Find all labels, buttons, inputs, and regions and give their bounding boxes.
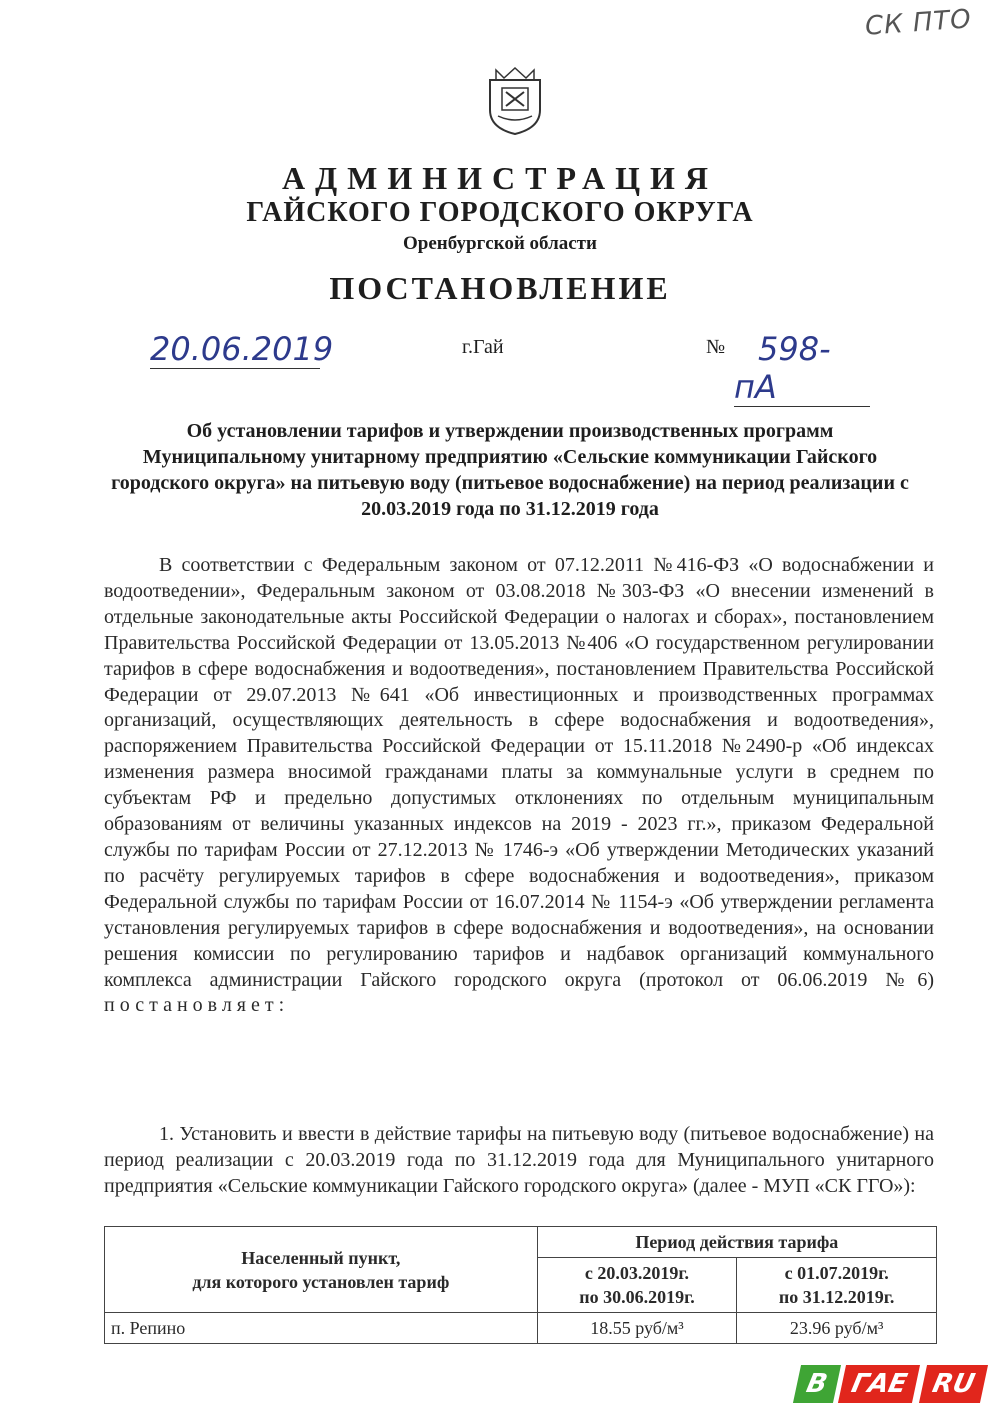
column-header-place-line2: для которого установлен тариф bbox=[192, 1271, 450, 1292]
organization-district: ГАЙСКОГО ГОРОДСКОГО ОКРУГА bbox=[246, 197, 754, 228]
column-header-period-1 bbox=[537, 1258, 737, 1313]
period-2-end: по 31.12.2019г. bbox=[778, 1287, 895, 1307]
watermark-part-3: RU bbox=[919, 1365, 988, 1403]
coat-of-arms-emblem bbox=[484, 66, 546, 136]
column-header-period-2 bbox=[737, 1258, 937, 1313]
preamble-paragraph bbox=[104, 553, 934, 1019]
organization-name: АДМИНИСТРАЦИЯ bbox=[282, 160, 718, 196]
resolution-word: постановляет: bbox=[104, 994, 290, 1017]
number-sign: № bbox=[706, 336, 726, 358]
watermark-part-1: В bbox=[793, 1365, 841, 1403]
handwritten-note: СК ПТО bbox=[864, 4, 973, 42]
document-title: Об установлении тарифов и утверждении производственных программ Муниципальному унитарному предприятию «Сельские коммуникации Гайского городского округа» на питьевую воду (питьевое водоснабжение) на период реализации с 20.03.2019 года по 31.12.2019 года bbox=[111, 420, 909, 520]
region-name: Оренбургской области bbox=[403, 233, 597, 254]
watermark-part-2: ГАЕ bbox=[838, 1365, 921, 1403]
tariff-table bbox=[104, 1226, 937, 1344]
handwritten-date: 20.06.2019 bbox=[150, 330, 334, 368]
table-row bbox=[105, 1313, 937, 1344]
settlement-name: п. Репино bbox=[105, 1313, 538, 1344]
period-2-start: с 01.07.2019г. bbox=[784, 1263, 889, 1283]
column-header-place bbox=[105, 1227, 538, 1313]
column-header-period: Период действия тарифа bbox=[537, 1227, 936, 1258]
clause-1: 1. Установить и ввести в действие тарифы на питьевую воду (питьевое водоснабжение) на период реализации с 20.03.2019 года по 31.12.2019 года для Муниципального унитарного предприятия «Сельские коммуникации Гайского городского округа» (далее - МУП «СК ГГО»): bbox=[104, 1123, 934, 1197]
preamble-text: В соответствии с Федеральным законом от 07.12.2011 №416-ФЗ «О водоснабжении и водоотведении», Федеральным законом от 03.08.2018 №303-ФЗ «О внесении изменений в отдельные законодательные акты Российской Федерации о налогах и сборах», постановлением Правительства Российской Федерации от 13.05.2013 №406 «О государственном регулировании тарифов в сфере водоснабжения и водоотведения», постановлением Правительства Российской Федерации от 29.07.2013 №641 «Об инвестиционных и производственных программах организаций, осуществляющих деятельность в сфере водоснабжения и водоотведения», распоряжением Правительства Российской Федерации от 15.11.2018 №2490-р «Об индексах изменения размера вносимой гражданами платы за коммунальные услуги в среднем по субъектам РФ и предельно допустимых отклонениях по отдельным муниципальным образованиям от величины указанных индексов на 2019 - 2023 гг.», приказом Федеральной службы по тарифам России от 27.12.2013 № 1746-э «Об утверждении Методических указаний по расчёту регулируемых тарифов в сфере водоснабжения и водоотведения», приказом Федеральной службы по тарифам России от 16.07.2014 № 1154-э «Об утверждении регламента установления регулируемых тарифов в сфере водоснабжения и водоотведения», на основании решения комиссии по регулированию тарифов и надбавок организаций коммунального комплекса администрации Гайского городского округа (протокол от 06.06.2019 №6) bbox=[104, 554, 934, 991]
period-1-start: с 20.03.2019г. bbox=[584, 1263, 690, 1283]
tariff-period-2: 23.96 руб/м³ bbox=[737, 1313, 937, 1344]
date-field bbox=[150, 330, 334, 369]
column-header-place-line1: Населенный пункт, bbox=[241, 1247, 401, 1268]
document-type: ПОСТАНОВЛЕНИЕ bbox=[329, 270, 671, 306]
number-field bbox=[734, 330, 870, 407]
handwritten-number: 598-пА bbox=[734, 330, 831, 406]
tariff-period-1: 18.55 руб/м³ bbox=[537, 1313, 737, 1344]
period-1-end: по 30.06.2019г. bbox=[579, 1287, 695, 1307]
city-name: г.Гай bbox=[462, 336, 504, 358]
site-watermark-logo bbox=[797, 1364, 984, 1404]
